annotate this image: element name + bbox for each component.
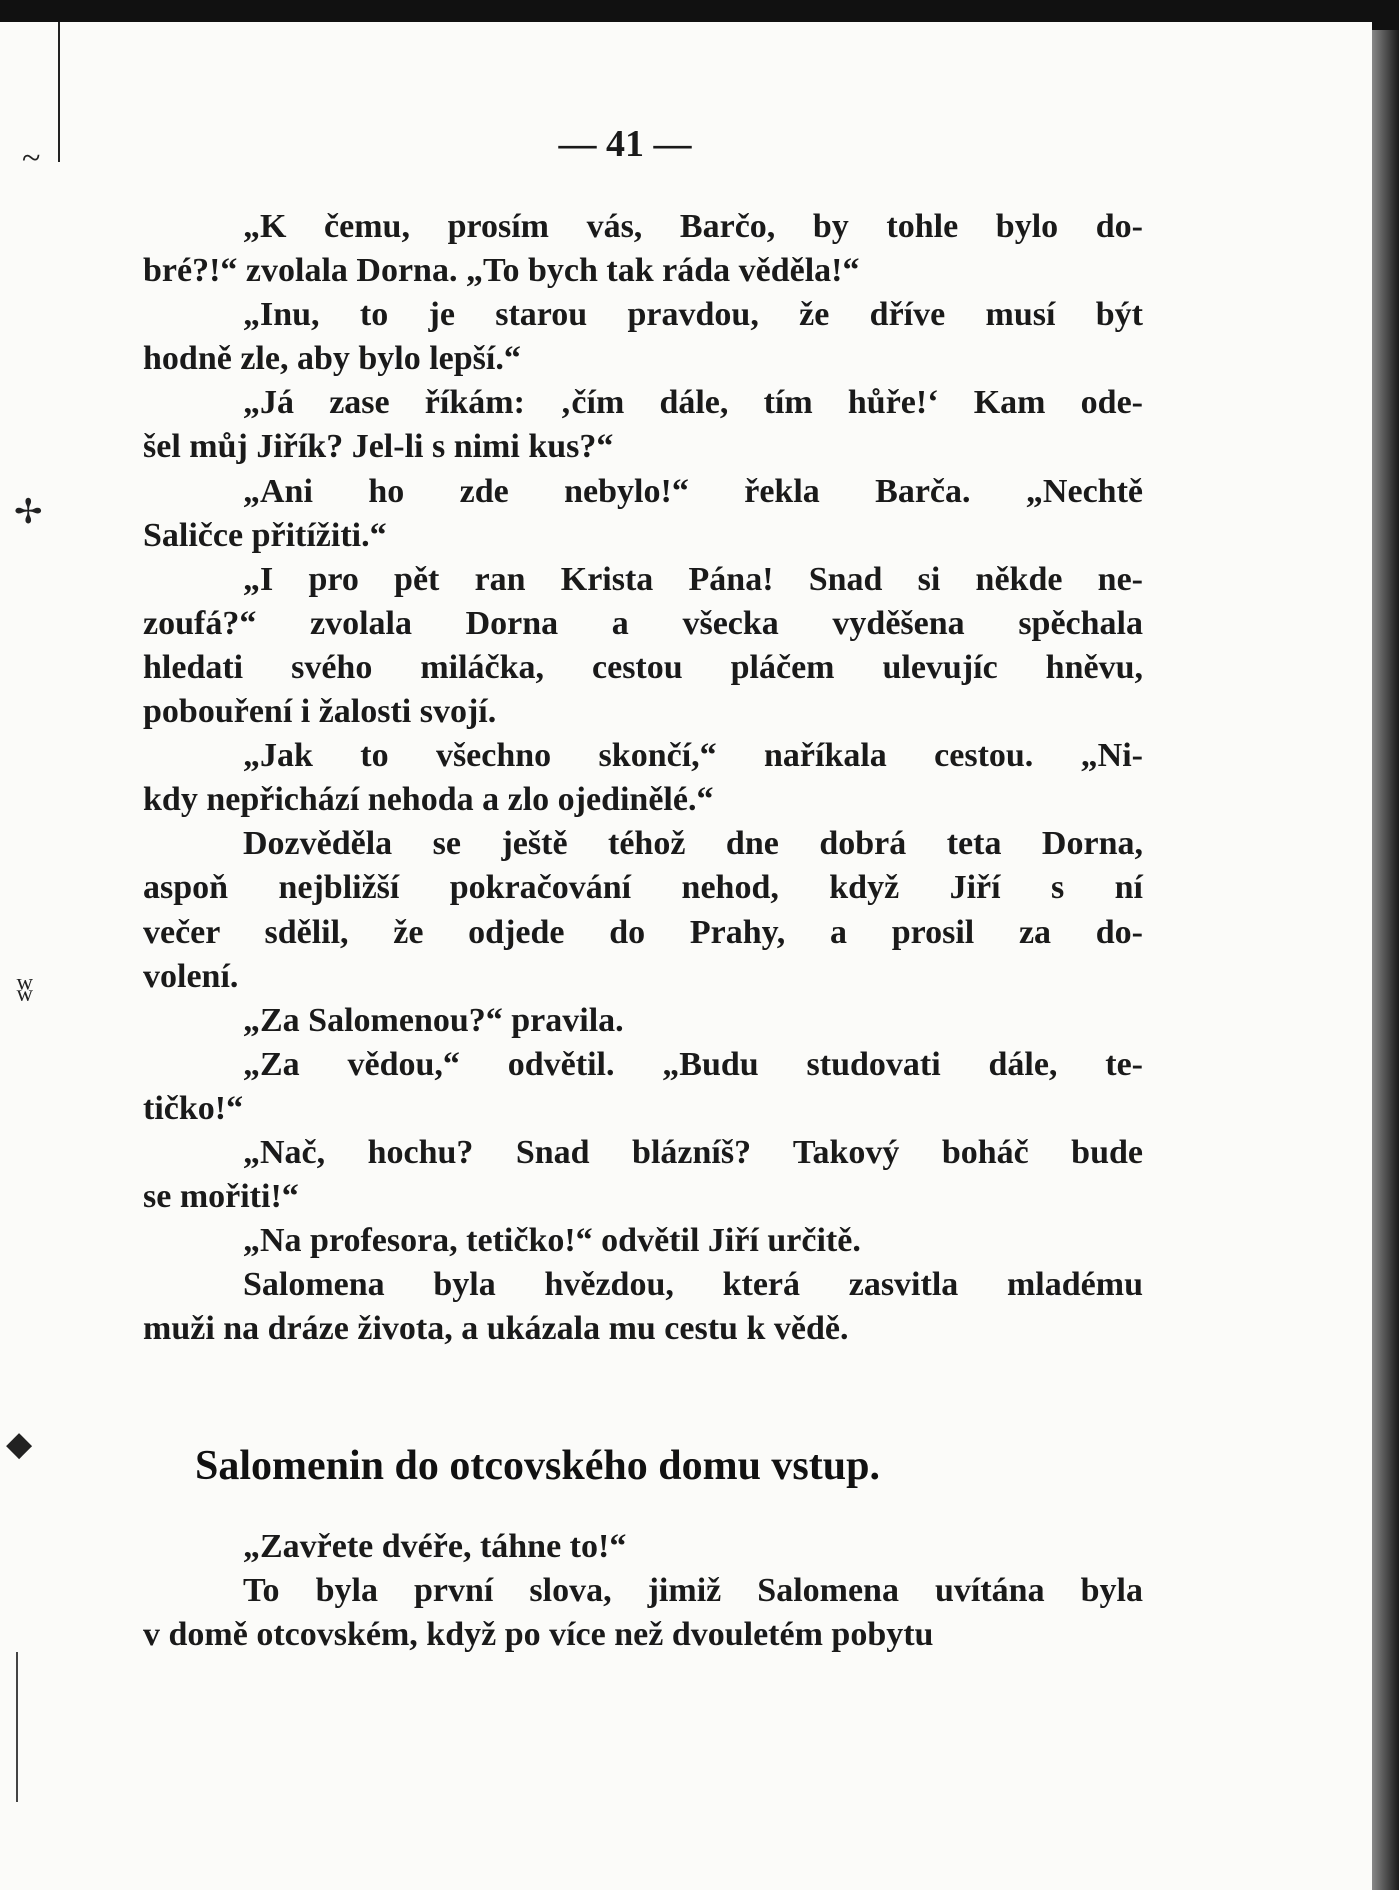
- text-line: Salomena byla hvězdou, která zasvitla mladému: [243, 1266, 1143, 1304]
- text-line: večer sdělil, že odjede do Prahy, a prosil za do-: [143, 913, 1143, 951]
- page-number: — 41 —: [558, 123, 692, 165]
- text-line: „Nač, hochu? Snad blázníš? Takový boháč bude: [243, 1133, 1143, 1171]
- chapter-heading: Salomenin do otcovského domu vstup.: [195, 1443, 880, 1489]
- text-line: volení.: [143, 957, 239, 995]
- body-text-continued: [143, 1525, 1143, 1657]
- text-line: aspoň nejbližší pokračování nehod, když Jiří s ní: [143, 869, 1143, 907]
- text-line: muži na dráze života, a ukázala mu cestu k vědě.: [143, 1310, 849, 1348]
- text-line: „Inu, to je starou pravdou, že dříve musí být: [243, 296, 1143, 334]
- text-line: hodně zle, aby bylo lepší.“: [143, 340, 521, 378]
- text-line: „Za Salomenou?“ pravila.: [243, 1001, 624, 1039]
- binding-edge-bottom: [16, 1652, 18, 1802]
- page-shadow: [1372, 30, 1399, 1890]
- text-line: „I pro pět ran Krista Pána! Snad si někde ne-: [243, 560, 1143, 598]
- text-line: se mořiti!“: [143, 1178, 299, 1216]
- text-line: „Jak to všechno skončí,“ naříkala cestou. „Ni-: [243, 737, 1143, 775]
- text-line: v domě otcovském, když po více než dvouletém pobytu: [143, 1616, 934, 1654]
- text-line: „Za vědou,“ odvětil. „Budu studovati dále, te-: [243, 1045, 1143, 1083]
- text-line: Dozvěděla se ještě téhož dne dobrá teta Dorna,: [243, 825, 1143, 863]
- text-line: „Na profesora, tetičko!“ odvětil Jiří určitě.: [243, 1222, 861, 1260]
- text-line: To byla první slova, jimiž Salomena uvítána byla: [243, 1572, 1143, 1610]
- text-line: kdy nepřichází nehoda a zlo ojedinělé.“: [143, 781, 714, 819]
- text-line: tičko!“: [143, 1089, 244, 1127]
- text-line: pobouření i žalosti svojí.: [143, 693, 497, 731]
- margin-smudge: ✢: [14, 494, 43, 531]
- text-line: „K čemu, prosím vás, Barčo, by tohle bylo do-: [243, 208, 1143, 245]
- margin-smudge: ◆: [6, 1426, 33, 1463]
- text-line: „Ani ho zde nebylo!“ řekla Barča. „Nechtě: [243, 472, 1143, 510]
- body-text: [143, 205, 1143, 1351]
- margin-smudge: ʬ: [16, 972, 34, 1009]
- text-line: Saličce přitížiti.“: [143, 516, 387, 554]
- text-line: bré?!“ zvolala Dorna. „To bych tak ráda věděla!“: [143, 252, 860, 290]
- margin-smudge: ~: [22, 140, 41, 177]
- text-line: hledati svého miláčka, cestou pláčem ulevujíc hněvu,: [143, 648, 1143, 686]
- text-line: „Já zase říkám: ‚čím dále, tím hůře!‘ Kam ode-: [243, 384, 1143, 422]
- text-line: šel můj Jiřík? Jel-li s nimi kus?“: [143, 428, 614, 466]
- text-line: „Zavřete dvéře, táhne to!“: [243, 1528, 627, 1565]
- binding-edge: [58, 22, 60, 162]
- text-line: zoufá?“ zvolala Dorna a všecka vyděšena spěchala: [143, 604, 1143, 642]
